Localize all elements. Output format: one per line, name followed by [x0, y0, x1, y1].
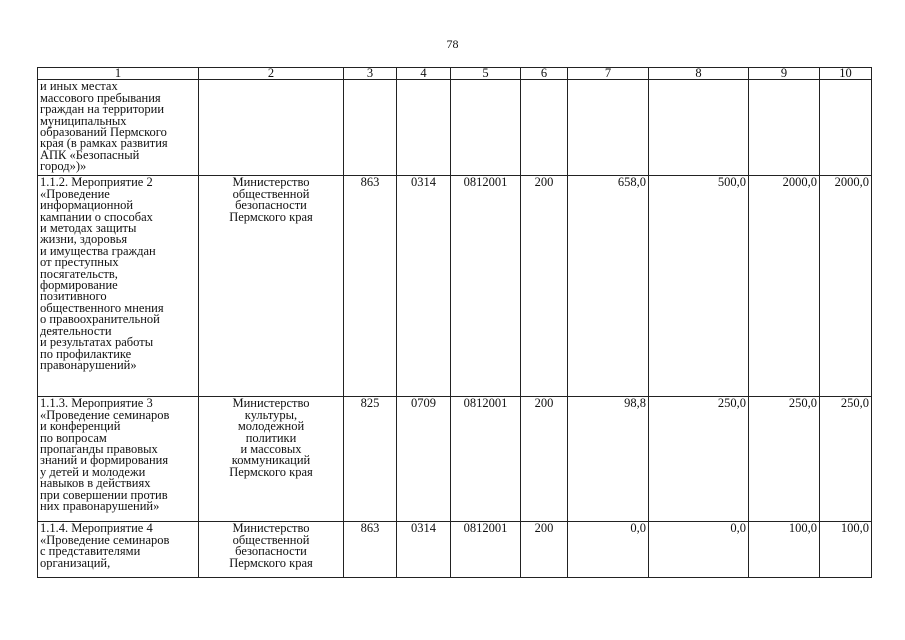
vr-cell — [521, 80, 568, 176]
executor-cell: Министерство общественной безопасности Пермского края — [199, 176, 344, 397]
page-number: 78 — [446, 37, 459, 51]
value-2016-cell: 100,0 — [820, 522, 872, 578]
table-row — [38, 80, 872, 176]
grbs-cell — [344, 80, 397, 176]
value-2016-cell — [820, 80, 872, 176]
value-2014-cell: 0,0 — [649, 522, 749, 578]
header-cell: 10 — [820, 68, 872, 80]
value-2015-cell: 250,0 — [749, 397, 820, 522]
value-2014-cell — [649, 80, 749, 176]
header-cell: 8 — [649, 68, 749, 80]
grbs-cell: 863 — [344, 176, 397, 397]
rzpr-cell: 0709 — [397, 397, 451, 522]
csr-cell: 0812001 — [451, 176, 521, 397]
executor-cell: Министерство общественной безопасности Пермского края — [199, 522, 344, 578]
header-cell: 6 — [521, 68, 568, 80]
grbs-cell: 863 — [344, 522, 397, 578]
program-table — [37, 67, 872, 578]
header-cell: 1 — [38, 68, 199, 80]
header-cell: 2 — [199, 68, 344, 80]
table-row — [38, 522, 872, 578]
value-2013-cell: 658,0 — [568, 176, 649, 397]
value-2015-cell: 2000,0 — [749, 176, 820, 397]
rzpr-cell: 0314 — [397, 176, 451, 397]
measure-name-cell: 1.1.3. Мероприятие 3 «Проведение семинаров и конференций по вопросам пропаганды правовых знаний и формирования у детей и молодежи навыков в действиях при совершении против них правонарушений» — [38, 397, 199, 522]
header-cell: 4 — [397, 68, 451, 80]
vr-cell: 200 — [521, 397, 568, 522]
header-cell: 3 — [344, 68, 397, 80]
value-2015-cell — [749, 80, 820, 176]
rzpr-cell: 0314 — [397, 522, 451, 578]
rzpr-cell — [397, 80, 451, 176]
header-row — [38, 68, 872, 80]
table-row — [38, 176, 872, 397]
value-2013-cell: 98,8 — [568, 397, 649, 522]
vr-cell: 200 — [521, 176, 568, 397]
measure-name-cell: 1.1.4. Мероприятие 4 «Проведение семинаров с представителями организаций, — [38, 522, 199, 578]
header-cell: 5 — [451, 68, 521, 80]
header-cell: 9 — [749, 68, 820, 80]
vr-cell: 200 — [521, 522, 568, 578]
value-2014-cell: 250,0 — [649, 397, 749, 522]
value-2016-cell: 250,0 — [820, 397, 872, 522]
value-2016-cell: 2000,0 — [820, 176, 872, 397]
csr-cell — [451, 80, 521, 176]
executor-cell — [199, 80, 344, 176]
value-2015-cell: 100,0 — [749, 522, 820, 578]
measure-name-cell: 1.1.2. Мероприятие 2 «Проведение информационной кампании о способах и методах защиты жизни, здоровья и имущества граждан от преступных посягательств, формирование позитивного общественного мнения о правоохранительной деятельности и результатах работы по профилактике правонарушений» — [38, 176, 199, 397]
value-2013-cell — [568, 80, 649, 176]
grbs-cell: 825 — [344, 397, 397, 522]
csr-cell: 0812001 — [451, 522, 521, 578]
table-row — [38, 397, 872, 522]
csr-cell: 0812001 — [451, 397, 521, 522]
measure-name-cell: и иных местах массового пребывания граждан на территории муниципальных образований Пермского края (в рамках развития АПК «Безопасный город»)» — [38, 80, 199, 176]
value-2013-cell: 0,0 — [568, 522, 649, 578]
executor-cell: Министерство культуры, молодежной политики и массовых коммуникаций Пермского края — [199, 397, 344, 522]
value-2014-cell: 500,0 — [649, 176, 749, 397]
header-cell: 7 — [568, 68, 649, 80]
